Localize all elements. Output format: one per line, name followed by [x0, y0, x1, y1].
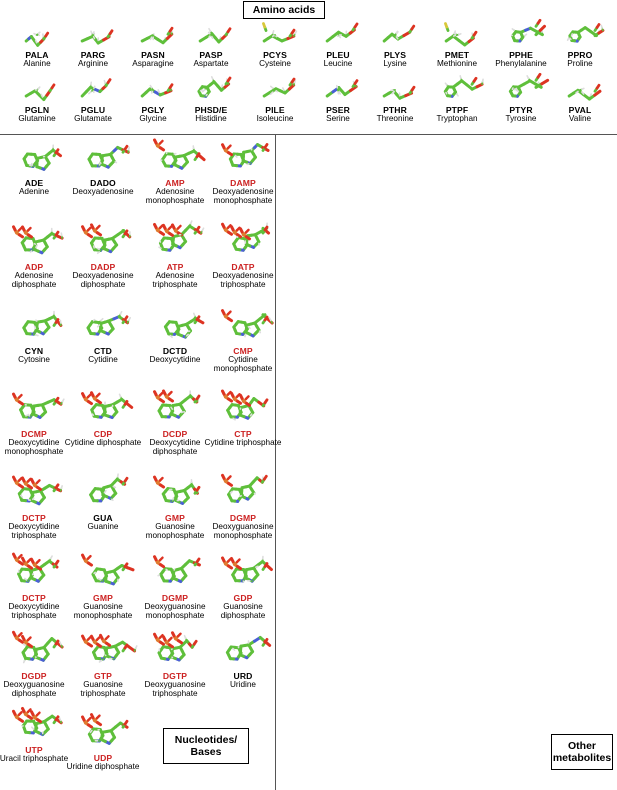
molecule-code: ATP [166, 262, 184, 272]
molecule-structure-icon [152, 138, 198, 178]
molecule-structure-icon [11, 389, 57, 429]
molecule-name: Deoxyguanosine monophosphate [212, 522, 274, 541]
molecule-structure-icon [19, 20, 55, 50]
molecule-structure-icon [80, 138, 126, 178]
molecule-name: Deoxyadenosine diphosphate [72, 271, 134, 290]
molecule-name: Cytidine diphosphate [64, 438, 142, 448]
molecule-name: Tyrosine [505, 114, 537, 124]
molecule-structure-icon [503, 75, 539, 105]
molecule-name: Serine [326, 114, 350, 124]
molecule-name: Cytosine [18, 355, 50, 365]
molecule-structure-icon [377, 20, 413, 50]
nucleotides-header: Nucleotides/ Bases [163, 728, 249, 764]
molecule-name: Adenosine triphosphate [152, 271, 198, 290]
molecule-structure-icon [11, 222, 57, 262]
molecule-structure-icon [152, 473, 198, 513]
nucleotides-molecule-damp [201, 138, 285, 206]
nucleotides-molecule-datp [201, 222, 285, 290]
molecule-name: Uracil triphosphate [0, 754, 69, 764]
molecule-code: PARG [80, 50, 106, 60]
nucleotides-molecule-urd [201, 631, 285, 690]
molecule-name: Histidine [195, 114, 227, 124]
molecule-code: DGMP [161, 593, 189, 603]
molecule-name: Deoxycytidine diphosphate [149, 438, 201, 457]
section-divider-horizontal [0, 134, 617, 135]
molecule-code: DCMP [21, 429, 47, 439]
amino-acids-header: Amino acids [243, 1, 325, 19]
molecule-name: Valine [568, 114, 592, 124]
molecule-name: Deoxyadenosine triphosphate [212, 271, 274, 290]
molecule-structure-icon [80, 389, 126, 429]
molecule-name: Guanosine monophosphate [145, 522, 205, 541]
molecule-structure-icon [135, 75, 171, 105]
molecule-code: PILE [265, 105, 285, 115]
molecule-code: AMP [165, 178, 185, 188]
molecule-code: PSER [326, 105, 350, 115]
molecule-name: Adenine [18, 187, 50, 197]
molecule-structure-icon [257, 75, 293, 105]
molecule-structure-icon [377, 75, 413, 105]
molecule-code: UTP [25, 745, 43, 755]
molecule-name: Deoxycytidine triphosphate [8, 602, 60, 621]
other-metabolites-header: Other metabolites [551, 734, 613, 770]
molecule-structure-icon [80, 713, 126, 753]
molecule-name: Methionine [436, 59, 478, 69]
molecule-code: ADE [24, 178, 44, 188]
molecule-name: Uridine diphosphate [66, 762, 140, 772]
molecule-structure-icon [562, 20, 598, 50]
molecule-code: ADP [24, 262, 44, 272]
molecule-code: PTPF [445, 105, 469, 115]
amino_acids-molecule-ppro [538, 20, 617, 69]
molecule-structure-icon [220, 473, 266, 513]
molecule-name: Deoxycytidine triphosphate [8, 522, 60, 541]
molecule-structure-icon [503, 20, 539, 50]
molecule-code: DGDP [21, 671, 47, 681]
molecule-structure-icon [220, 631, 266, 671]
molecule-code: PALA [25, 50, 49, 60]
molecule-name: Deoxyadenosine [72, 187, 134, 197]
molecule-structure-icon [11, 553, 57, 593]
molecule-name: Glutamine [18, 114, 56, 124]
molecule-structure-icon [80, 306, 126, 346]
molecule-structure-icon [152, 631, 198, 671]
molecule-name: Glutamate [74, 114, 112, 124]
molecule-structure-icon [193, 75, 229, 105]
molecule-name: Asparagine [132, 59, 174, 69]
molecule-code: DADO [90, 178, 116, 188]
molecule-name: Alanine [23, 59, 51, 69]
molecule-structure-icon [11, 473, 57, 513]
molecule-code: PGLN [24, 105, 50, 115]
molecule-code: CMP [233, 346, 253, 356]
molecule-code: PTHR [383, 105, 407, 115]
nucleotides-molecule-dgmp [201, 473, 285, 541]
molecule-structure-icon [220, 553, 266, 593]
molecule-name: Arginine [77, 59, 109, 69]
molecule-name: Deoxyguanosine monophosphate [144, 602, 206, 621]
molecule-code: PGLY [141, 105, 165, 115]
nucleotides-molecule-udp [61, 713, 145, 772]
molecule-code: PLEU [326, 50, 350, 60]
molecule-name: Deoxyguanosine triphosphate [144, 680, 206, 699]
molecule-code: PPRO [567, 50, 593, 60]
molecule-name: Proline [567, 59, 593, 69]
molecule-name: Cytidine triphosphate [204, 438, 282, 448]
molecule-structure-icon [75, 20, 111, 50]
nucleotides-molecule-cmp [201, 306, 285, 374]
nucleotides-molecule-ctp [201, 389, 285, 448]
molecule-code: CTP [234, 429, 252, 439]
molecule-structure-icon [19, 75, 55, 105]
molecule-name: Glycine [139, 114, 167, 124]
molecule-structure-icon [11, 306, 57, 346]
molecule-name: Threonine [376, 114, 414, 124]
molecule-structure-icon [11, 138, 57, 178]
molecule-name: Tryptophan [436, 114, 478, 124]
amino_acids-molecule-pval [538, 75, 617, 124]
molecule-name: Uridine [230, 680, 256, 690]
molecule-code: PPHE [509, 50, 533, 60]
molecule-structure-icon [562, 75, 598, 105]
molecule-code: CDP [93, 429, 113, 439]
molecule-structure-icon [320, 75, 356, 105]
molecule-structure-icon [152, 553, 198, 593]
molecule-name: Adenosine monophosphate [145, 187, 205, 206]
molecule-code: DADP [90, 262, 116, 272]
molecule-code: URD [233, 671, 253, 681]
molecule-structure-icon [11, 631, 57, 671]
molecule-code: GMP [93, 593, 113, 603]
molecule-name: Cytidine [88, 355, 118, 365]
molecule-structure-icon [80, 553, 126, 593]
molecule-structure-icon [152, 389, 198, 429]
molecule-structure-icon [439, 20, 475, 50]
molecule-code: DCTP [22, 593, 46, 603]
molecule-structure-icon [257, 20, 293, 50]
molecule-code: GMP [165, 513, 185, 523]
molecule-name: Guanosine monophosphate [73, 602, 133, 621]
molecule-name: Deoxyadenosine monophosphate [212, 187, 274, 206]
molecule-code: PCYS [263, 50, 287, 60]
molecule-structure-icon [135, 20, 171, 50]
molecule-structure-icon [220, 222, 266, 262]
molecule-structure-icon [220, 389, 266, 429]
molecule-name: Cytidine monophosphate [213, 355, 273, 374]
molecule-code: DGMP [229, 513, 257, 523]
molecule-code: DAMP [230, 178, 256, 188]
molecule-name: Guanosine diphosphate [220, 602, 266, 621]
molecule-structure-icon [80, 222, 126, 262]
molecule-code: GTP [94, 671, 112, 681]
molecule-structure-icon [75, 75, 111, 105]
molecule-code: PGLU [80, 105, 106, 115]
molecule-name: Isoleucine [256, 114, 294, 124]
molecule-structure-icon [80, 631, 126, 671]
molecule-structure-icon [152, 222, 198, 262]
molecule-code: PHSD/E [194, 105, 228, 115]
molecule-structure-icon [80, 473, 126, 513]
molecule-structure-icon [152, 306, 198, 346]
molecule-name: Phenylalanine [495, 59, 547, 69]
molecule-name: Leucine [323, 59, 353, 69]
molecule-structure-icon [320, 20, 356, 50]
molecule-code: PASP [199, 50, 223, 60]
molecule-code: PLYS [383, 50, 407, 60]
molecule-name: Deoxycytidine monophosphate [4, 438, 64, 457]
molecule-code: DCTP [22, 513, 46, 523]
molecule-structure-icon [193, 20, 229, 50]
molecule-name: Adenosine diphosphate [11, 271, 57, 290]
molecule-name: Cysteine [259, 59, 291, 69]
molecule-code: DCTD [162, 346, 188, 356]
molecule-name: Deoxycytidine [149, 355, 201, 365]
molecule-code: UDP [93, 753, 113, 763]
molecule-code: DGTP [162, 671, 188, 681]
molecule-code: GUA [93, 513, 113, 523]
molecule-code: PTYR [509, 105, 533, 115]
nucleotides-molecule-gdp [201, 553, 285, 621]
molecule-structure-icon [220, 138, 266, 178]
molecule-code: PMET [444, 50, 470, 60]
molecule-name: Lysine [383, 59, 407, 69]
molecule-code: GDP [233, 593, 253, 603]
molecule-code: CYN [24, 346, 44, 356]
molecule-structure-icon [439, 75, 475, 105]
molecule-code: DCDP [162, 429, 188, 439]
molecule-structure-icon [220, 306, 266, 346]
molecule-code: PVAL [568, 105, 592, 115]
molecule-name: Guanine [87, 522, 119, 532]
molecule-code: CTD [94, 346, 112, 356]
molecule-code: PASN [141, 50, 165, 60]
molecule-name: Deoxyguanosine diphosphate [3, 680, 65, 699]
molecule-code: DATP [231, 262, 255, 272]
molecule-name: Aspartate [193, 59, 229, 69]
molecule-name: Guanosine triphosphate [80, 680, 126, 699]
molecule-structure-icon [11, 705, 57, 745]
